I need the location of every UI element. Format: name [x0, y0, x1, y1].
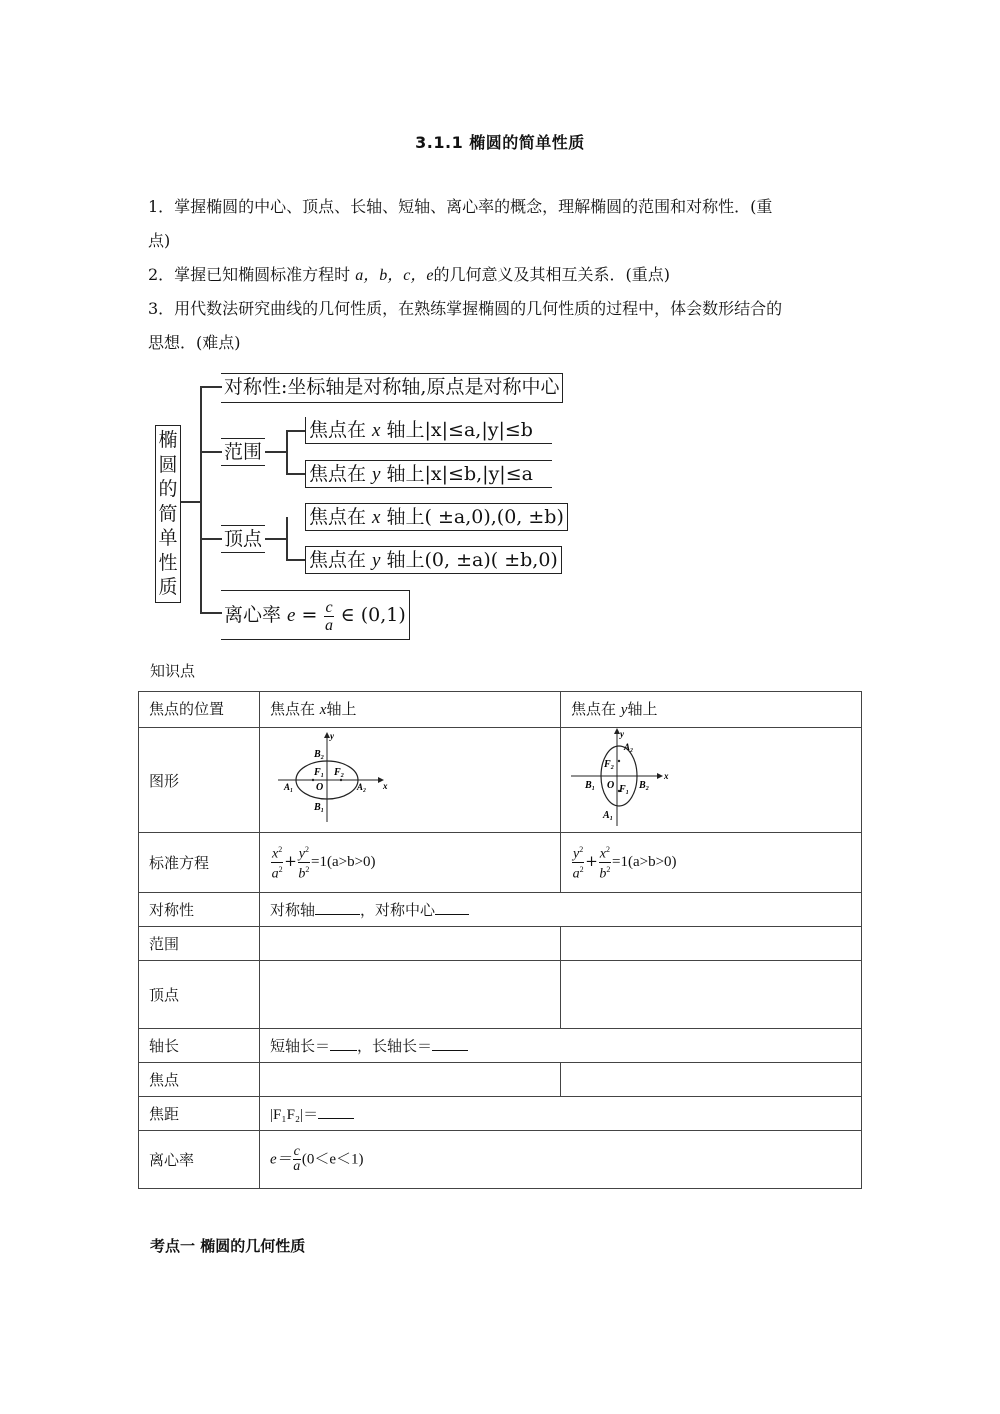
connector — [200, 451, 222, 453]
connector — [265, 538, 287, 540]
knowledge-table — [138, 691, 862, 1189]
objective-2 — [148, 258, 858, 293]
symmetry-label: 对称性 — [139, 893, 260, 927]
connector — [200, 612, 222, 614]
f1-label: F₁ — [619, 784, 630, 795]
equation-label: 标准方程 — [139, 833, 260, 893]
range-y-cell[interactable] — [561, 927, 862, 961]
equation-y: $\frac{y^2}{a^2}$ + $\frac{x^2}{b^2}$ =1(a>b>0) — [561, 833, 862, 893]
connector — [286, 430, 306, 432]
var: b — [298, 866, 306, 882]
header-x — [260, 692, 561, 728]
fraction — [298, 843, 310, 881]
var: x — [319, 702, 327, 718]
text: 短轴长＝ — [270, 1037, 331, 1055]
fraction — [324, 599, 333, 634]
mindmap-vertex-x — [305, 503, 568, 531]
vertex-label: 顶点 — [139, 961, 260, 1029]
range-label: 范围 — [139, 927, 260, 961]
mindmap-vertex-label: 顶点 — [224, 528, 263, 550]
var: a — [271, 866, 279, 882]
mindmap-range-y — [305, 460, 552, 488]
mindmap-range-x — [305, 417, 552, 444]
numerator: $y^2$ — [298, 845, 310, 862]
vertex-x-cell[interactable] — [260, 961, 561, 1029]
table-row — [139, 1131, 862, 1189]
text: 轴上|x|≤a,|y|≤b — [380, 419, 533, 441]
text: 对称轴 — [270, 901, 316, 919]
a1-label: A₁ — [284, 782, 294, 792]
axis-label: 轴长 — [139, 1029, 260, 1063]
connector — [200, 386, 222, 388]
b2-label: B₂ — [314, 749, 325, 760]
equation-tail: =1(a>b>0) — [311, 854, 376, 871]
eccentricity-cell — [260, 1131, 862, 1189]
mindmap-symmetry-text: 对称性:坐标轴是对称轴,原点是对称中心 — [224, 376, 560, 398]
focal-distance-cell — [260, 1097, 862, 1131]
f2-label: F₂ — [604, 759, 615, 770]
text: 焦点在 — [571, 700, 621, 718]
table-row — [139, 1097, 862, 1131]
table-row — [139, 728, 862, 833]
section-label: 知识点 — [150, 662, 196, 680]
connector — [200, 386, 202, 613]
table-row — [139, 1063, 862, 1097]
var: y — [372, 550, 381, 571]
a2-label: A₂ — [357, 782, 367, 792]
eccentricity-label: 离心率 — [139, 1131, 260, 1189]
figure-x-ellipse — [260, 728, 561, 833]
focus-x-cell[interactable] — [260, 1063, 561, 1097]
vertex-y-cell[interactable] — [561, 961, 862, 1029]
figure-label: 图形 — [139, 728, 260, 833]
table-row — [139, 893, 862, 927]
objective-2-vars: a，b，c，e — [355, 267, 434, 284]
numerator: c — [293, 1144, 300, 1159]
blank-field[interactable] — [330, 1036, 357, 1051]
var: y — [298, 847, 306, 862]
focus-label: 焦点 — [139, 1063, 260, 1097]
objective-1 — [148, 190, 858, 258]
section-heading: 考点一 椭圆的几何性质 — [150, 1237, 306, 1255]
f2-label: F₂ — [334, 767, 345, 778]
var: x — [272, 847, 279, 862]
var: x — [372, 507, 381, 528]
text: = — [295, 604, 324, 626]
b1-label: B₁ — [314, 802, 325, 813]
connector — [286, 473, 306, 475]
text: 焦点在 — [309, 506, 373, 528]
denominator: $a^2$ — [271, 865, 283, 882]
objective-2-prefix: 2．掌握已知椭圆标准方程时 — [148, 265, 356, 284]
range-x-cell[interactable] — [260, 927, 561, 961]
ellipse-y-diagram — [567, 728, 697, 832]
header-label: 焦点的位置 — [139, 692, 260, 728]
text: 焦点在 — [270, 700, 320, 718]
objective-3-line1: 3．用代数法研究曲线的几何性质，在熟练掌握椭圆的几何性质的过程中，体会数形结合的 — [148, 299, 783, 318]
table-row — [139, 692, 862, 728]
denominator: $b^2$ — [298, 865, 310, 882]
objective-3-line2: 思想．(难点) — [148, 333, 241, 352]
text: 轴上 — [627, 700, 658, 718]
focal-distance-label: 焦距 — [139, 1097, 260, 1131]
b2-label: B₂ — [639, 780, 650, 791]
y-label: y — [620, 729, 624, 739]
connector — [265, 451, 287, 453]
var: a — [572, 866, 580, 882]
page-title: 3.1.1 椭圆的简单性质 — [415, 133, 585, 152]
fraction — [572, 843, 584, 881]
a2-label: A₂ — [624, 742, 634, 752]
focus-y-cell[interactable] — [561, 1063, 862, 1097]
text: 焦点在 — [309, 549, 373, 571]
text: 离心率 — [224, 604, 288, 626]
numerator: $x^2$ — [272, 845, 283, 862]
text: 焦点在 — [309, 419, 373, 441]
mindmap-root — [155, 425, 181, 603]
header-y — [561, 692, 862, 728]
var: b — [599, 866, 607, 882]
text: ∈ (0,1) — [334, 604, 406, 626]
origin-label: O — [607, 780, 615, 791]
fraction — [271, 843, 283, 881]
equation-tail: =1(a>b>0) — [612, 854, 677, 871]
connector — [286, 559, 306, 561]
denominator: a — [293, 1159, 301, 1174]
var: x — [599, 847, 607, 862]
axis-cell — [260, 1029, 862, 1063]
mindmap-range-label: 范围 — [224, 441, 263, 463]
blank-field[interactable] — [432, 1036, 468, 1051]
objective-1-line2: 点) — [148, 231, 171, 250]
mindmap-vertex — [221, 525, 265, 553]
var: y — [372, 464, 381, 485]
var: x — [372, 420, 381, 441]
text: ，对称中心 — [360, 901, 436, 919]
equation-x: $\frac{x^2}{a^2}$ + $\frac{y^2}{b^2}$ =1(a>b>0) — [260, 833, 561, 893]
objective-3 — [148, 292, 858, 360]
table-row — [139, 927, 862, 961]
denominator: a — [325, 616, 334, 634]
figure-y-ellipse — [561, 728, 862, 833]
b1-label: B₁ — [585, 780, 596, 791]
mindmap-vertex-y — [305, 546, 562, 574]
connector — [286, 430, 288, 474]
table-row — [139, 1029, 862, 1063]
denominator: $b^2$ — [599, 865, 611, 882]
a1-label: A₁ — [603, 810, 614, 821]
objective-1-line1: 1．掌握椭圆的中心、顶点、长轴、短轴、离心率的概念，理解椭圆的范围和对称性．(重 — [148, 197, 773, 216]
ellipse-x-diagram — [266, 730, 396, 830]
mindmap-range — [221, 438, 265, 466]
blank-field[interactable] — [435, 900, 469, 915]
text: |F₁F₂|＝ — [270, 1107, 319, 1123]
text: 轴上(0, ±a)( ±b,0) — [380, 549, 558, 571]
text: e＝ — [270, 1151, 292, 1168]
blank-field[interactable] — [315, 900, 360, 915]
numerator: $x^2$ — [599, 845, 611, 862]
f1-label: F₁ — [314, 767, 325, 778]
var: e — [287, 605, 296, 626]
objective-2-suffix: 的几何意义及其相互关系．(重点) — [433, 265, 670, 284]
text: 焦点在 — [309, 463, 373, 485]
text: ，长轴长＝ — [357, 1037, 433, 1055]
x-label: x — [383, 781, 388, 791]
mindmap-eccentricity — [221, 590, 410, 640]
connector — [200, 538, 222, 540]
text: (0＜e＜1) — [301, 1151, 364, 1168]
connector — [181, 501, 201, 503]
text: 轴上 — [326, 700, 357, 718]
origin-label: O — [316, 782, 324, 793]
table-row — [139, 961, 862, 1029]
fraction — [599, 843, 611, 881]
text: 轴上( ±a,0),(0, ±b) — [380, 506, 564, 528]
connector — [286, 517, 288, 560]
numerator: $y^2$ — [573, 845, 584, 862]
denominator: $a^2$ — [572, 865, 584, 882]
var: y — [620, 702, 628, 718]
symmetry-cell — [260, 893, 862, 927]
fraction — [293, 1145, 301, 1174]
mindmap-root-label: 椭圆的简单性质 — [158, 429, 178, 598]
numerator: c — [325, 598, 333, 616]
text: 轴上|x|≤b,|y|≤a — [380, 463, 533, 485]
x-label: x — [664, 771, 669, 781]
mindmap-symmetry — [221, 373, 563, 403]
blank-field[interactable] — [318, 1104, 354, 1119]
var: y — [573, 847, 580, 862]
y-label: y — [330, 731, 334, 741]
table-row — [139, 833, 862, 893]
